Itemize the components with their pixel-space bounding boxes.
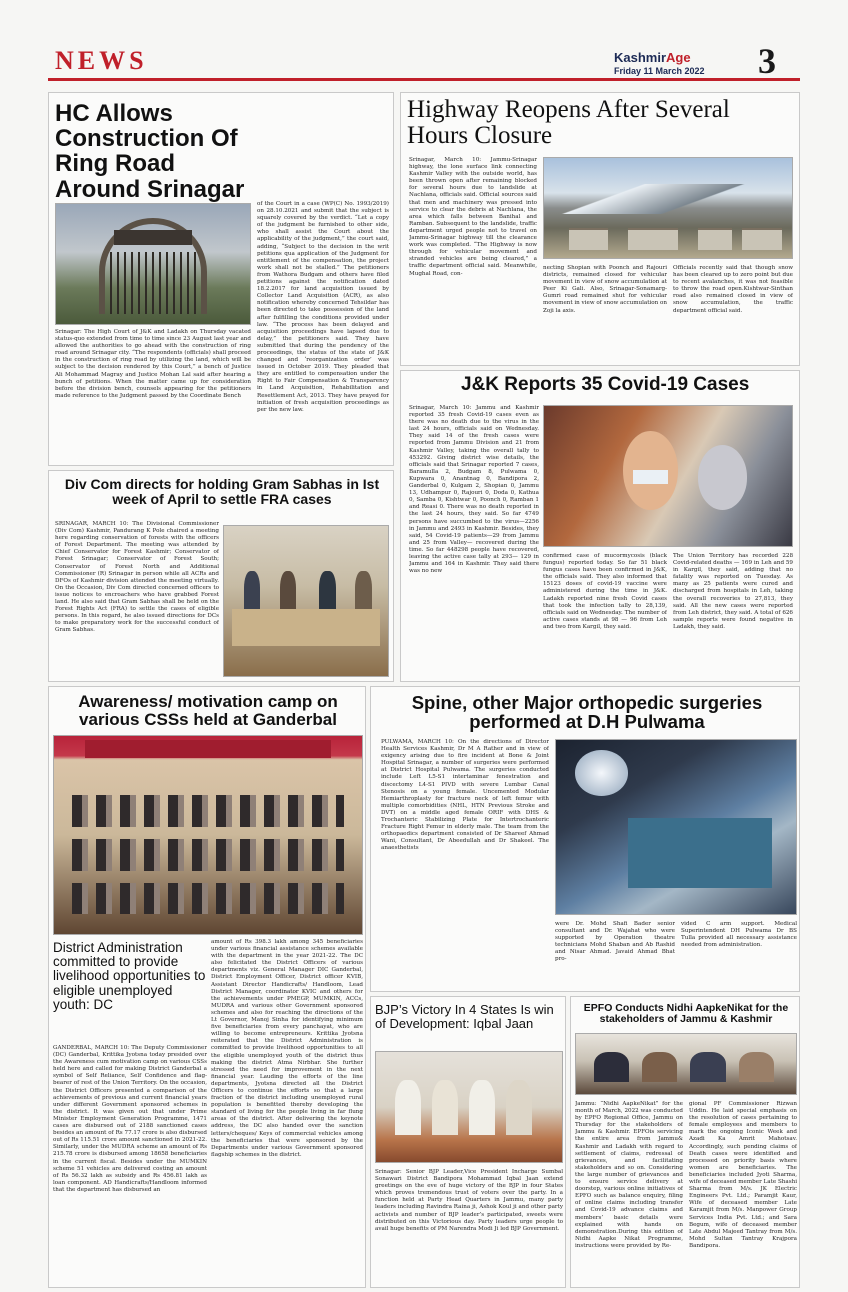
brand-accent: Age xyxy=(666,50,691,65)
subheadline: District Administration committed to provide livelihood opportunities to eligible unemployed youth: DC xyxy=(53,940,206,1012)
covid-testing-photo xyxy=(543,405,793,547)
article-col-1: Jammu: “Nidhi AapkeNikat” for the month of March, 2022 was conducted by EPFO Regional Office, Jammu on Thursday for the stakeholders of Jammu & Kashmir. EPFOis servicing the entire area from Jammu& Kashmir and Ladakh with regard to settlement of claims, redressal of grievances, and facilitating stakeholders and so on. Considering the large number of grievances and to ensure service delivery at doorstep, various online initiatives of EPFO such as balance enquiry, filing of online claims including transfer and Covid-19 advance claims and members’ basic details were explained with hands on demonstration.During this edition of Nidhi Aapke Nikat Programme, instructions were provided by Re- xyxy=(575,1101,683,1249)
article-covid xyxy=(400,370,800,682)
epfo-event-photo xyxy=(575,1033,797,1095)
awareness-camp-photo xyxy=(53,735,363,935)
article-col-1: Srinagar: The High Court of J&K and Ladakh on Thursday vacated status-quo extended from time to time since 23 August last year and allowed the authorities to go ahead with the construction of ring road around Srinagar city. “The respondents (officials) shall proceed in the construction of ring road by utilizing the land, which will be subject to the decision rendered by this Court,” a bench of Justice Ali Mohammad Magray and Justice Mohan Lal said after hearing a bunch of petitions. When the matter came up for consideration before the division bench, counsels appearing for the petitioners made reference to the Judgment passed by the Coordinate Bench xyxy=(55,329,251,399)
valley-highway-photo xyxy=(543,157,793,259)
high-court-gate-photo xyxy=(55,203,251,325)
article-col-1: GANDERBAL, MARCH 10: The Deputy Commissioner (DC) Ganderbal, Krittika Jyotsna today presided over the Awareness cum motivation camp on various CSSs held here and called for making District Ganderbal a symbol of Self Reliance, Self Confidence and flag-bearer of rest of the Union Territory. On the occasion, the District Officers presented a comparison of the achievements of previous and current financial years under different Government sponsored schemes in the district. It was given out that under Prime Minister Employment Generation Programme, 1471 cases are disbursed out of 2188 sanctioned cases besides an amount of Rs 77.17 crore is also disbursed out of Rs 115.51 crore amount sanctioned in 2021-22. Similarly, under the MUDRA scheme an amount of Rs 215.78 crore is disbursed among 18658 beneficiaries in the current fiscal. Besides under the MUMKIN scheme 51 vehicles are delivered costing an amount of Rs 56.32 lakh as subsidy and Rs 456.81 lakh as loan component. AD Handicrafts/Handloom informed that the department has disbursed an xyxy=(53,1045,207,1193)
headline: Spine, other Major orthopedic surgeries performed at D.H Pulwama xyxy=(411,692,763,733)
page-number: 3 xyxy=(758,41,776,81)
newspaper-brand xyxy=(614,50,691,65)
article-gram-sabha xyxy=(48,470,394,682)
article-col-1: Srinagar: Senior BJP Leader,Vice President Incharge Sumbal Sonawari District Bandipora Mohammad Iqbal Jaan extend greetings on the eve of huge victory of the BJP in four States which proves tremendous trust of voters over the party. In a function held at Party Head Quarters in Jammu, many party leaders including Ravindra Raina ji, Ashok Koul ji and other party activists and number of BJP leader’s participated, sweets were distributed on this Victorious day. Party leaders urge people to avail huge benefits of PM Narendra Modi Ji led BJP Government. xyxy=(375,1169,563,1232)
bjp-leaders-photo xyxy=(375,1051,563,1163)
headline: Div Com directs for holding Gram Sabhas in Ist week of April to settle FRA cases xyxy=(64,476,380,507)
article-col-1: SRINAGAR, MARCH 10: The Divisional Commissioner (Div Com) Kashmir, Pandurang K Pole chaired a meeting here regarding conservation of forests with the officers of Forest Department. The meeting was attended by Chief Conservator for Forest Kashmir; Conservator of Forest Srinagar; Conservator of Forest South; Conservator of Forest North and Additional Commissioner (R) Srinagar in person while all ACRs and DFOs of Kashmir division attended the meeting virtually. On the Occasion, Div Com directed concerned officers to issue notices to encroachers who have grabbed Forest land. He also said that Gram Sabhas shall be held on the Forest Rights Act (FRA) to settle the cases of eligible persons. In this regard, he also issued directions for DCs to make preparatory work for the successful conduct of Gram Sabhas. xyxy=(55,521,219,634)
article-col-3: vided C arm support. Medical Superintendent DH Pulwama Dr BS Tulla provided all necessary assistance needed from administration. xyxy=(681,921,797,949)
article-awareness-camp xyxy=(48,686,366,1288)
article-col-2: confirmed case of mucormycosis (black fungus) reported today. So far 51 black fungus cases have been confirmed in J&K, the officials said. They also informed that 15123 doses of covid-19 vaccine were administered during the time in J&K. Ladakh reported nine fresh Covid cases that took the infection tally to 28,139, officials said on Wednesday. The number of active cases stands at 98 — 96 from Leh and two from Kargil, they said. xyxy=(543,553,667,630)
brand-main: Kashmir xyxy=(614,50,667,65)
headline: Highway Reopens After Several Hours Closure xyxy=(407,96,730,150)
article-col-2: gional PF Commissioner Rizwan Uddin. He laid special emphasis on the resolution of cases pertaining to female employees and members to mark the ongoing Iconic Week and Azadi Ka Amrit Mahotsav. Accordingly, such pending claims of Death cases were identified and processed on priority basis where women are beneficiaries. The beneficiaries included Jyoti Sharma, wife of deceased member Late Shashi Sharma from M/s. JK Electric Engineers Pvt. Ltd.; Paramjit Kaur, Wife of deceased member Late Karamjit from M/s. Manpower Group Services India Pvt. Ltd.; and Sara Begum, wife of deceased member Late Abdul Majeed Tantray from M/s. Mohd Sultan Tantray Krajpora Bandipora. xyxy=(689,1101,797,1249)
headline: Awareness/ motivation camp on various CSSs held at Ganderbal xyxy=(78,692,338,729)
headline: HC Allows Construction Of Ring Road Around Srinagar xyxy=(55,100,245,203)
article-spine-surgery xyxy=(370,686,800,992)
headline: J&K Reports 35 Covid-19 Cases xyxy=(461,374,750,395)
masthead-rule xyxy=(48,78,800,81)
article-col-2: of the Court in a case (WP(C) No. 1993/2019) on 28.10.2021 and submit that the subject is squarely covered by the verdict. “Let a copy of the judgment be furnished to other side, who shall assist the Court about the applicability of the judgment,” the court said, adding, “Subject to the decision in the writ petitions qua application of the Judgment for entitlement of the compensation, the project work shall not be stalled.” The petitioners from Wathora Budgam and others have filed petitions against the notification dated 18.2.2017 for land acquisition issued by Collector Land Acquisition (ACR), as also notification whereby concerned Tehsildar has been directed to take possession of the land after fulfilling the conditions provided under law. “The process has been delayed and acquisition proceedings have lapsed due to delay,” the petitioners said. They have submitted that during the pendency of the proceedings, the status of the state of J&K changed and ‘reorganization order’ was issued in October 2019. They pleaded that they are entitled to compensation under the Right to Fair Compensation & Transparency in Land Acquisition, Rehabilitation and Resettlement Act, 2013. They have prayed for initiation of fresh acquisition proceedings as per the new law. xyxy=(257,201,389,413)
article-col-2: amount of Rs 398.3 lakh among 345 beneficiaries under various financial assistance schemes available with the department in the year 2021-22. The DC also felicitated the District Officers of various departments viz. General Manager DIC Ganderbal, District Employment Officer, District officer KVIB, Assistant Director Handicrafts/ Handloom, Lead District Manager, coordinator KVIC and others for the achievements under PMEGP, MUMKIN, ACCs, MUDRA and various other Government sponsored schemes and also for reaching the directions of the Lt Governor, Manoj Sinha for identifying minimum five beneficiaries from every panchayat, who are willing to become entrepreneurs. Krittika Jyotsna reiterated that the District Administration is committed to provide livelihood opportunities to all the eligible unemployed youth of the district thus making the district Atma Nirbhar. She further stressed the need for improvement in the next financial year. Lauding the efforts of the line departments, Jyotsna directed all the District Officers to continue the efforts so that a large fraction of the district including unemployed rural population is benefitted thereby developing the standard of living for the people living in far flung areas of the district. After delivering the keynote address, the DC also handed over the sanction letters/cheques/ Keys of commercial vehicles among the beneficiaries that were sponsored by the Departments under various Government sponsored flagship schemes in the district. xyxy=(211,939,363,1158)
article-ring-road xyxy=(48,92,394,466)
article-col-3: Officials recently said that though snow has been cleared up to zero point but due to recent avalanches, it was not feasible to throw the road open.Kishtwar-Sinthan road also remained closed in view of snow accumulation, the traffic department official said. xyxy=(673,265,793,314)
article-col-2: necting Shopian with Poonch and Rajouri districts, remained closed for vehicular movement in view of snow accumulation at Peer Ki Gali. Also, Srinagar-Sonamarg-Gumri road remained shut for vehicular movement in view of snow accumulation on Zoji la axis. xyxy=(543,265,667,314)
divcom-meeting-photo xyxy=(223,525,389,677)
article-col-1: Srinagar, March 10: Jammu and Kashmir reported 35 fresh Covid-19 cases even as there was no death due to the virus in the last 24 hours, officials said on Wednesday. They said 14 of the fresh cases were reported from Jammu Division and 21 from Kashmir Valley, taking the overall tally to 453292. Giving district wise details, the officials said that Srinagar reported 7 cases, Baramulla 2, Budgam 8, Pulwama 0, Kupwara 0, Anantnag 0, Bandipora 2, Ganderbal 0, Kulgam 2, Shopian 0, Jammu 13, Udhampur 0, Rajouri 0, Doda 0, Kathua 0, Samba 0, Kishtwar 0, Poonch 0, Ramban 1 and Reasi 0. There was no death reported in the last 24 hours, they said. So far 4749 persons have succumbed to the virus—2256 in Jammu and 2493 in Kashmir. Besides, they said, 54 Covid-19 patients—29 from Jammu and 25 from Valley— recovered during the time. So far 448298 people have recovered, leaving the active case tally at 293— 129 in Jammu and 164 in Kashmir. They said there was no new xyxy=(409,405,539,575)
article-highway xyxy=(400,92,800,366)
article-col-1: PULWAMA, MARCH 10: On the directions of Director Health Services Kashmir, Dr M A Rather and in view of exigency arising due to fire incident at Bone & Joint Hospital Srinagar, a number of surgeries were performed at District Hospital Pulwama. The surgeries conducted include Left L5-S1 intertaminar fenestration and discectomy L4-S1 PIVD with severe Lumbar Canal Stenosis on a young female. Uncemented Modular Hemiarthroplasty for fracture neck of left femur with multiple comorbidities (NHL, HTN Previous Stroke and DVT) on a middle aged female ORIF with DHS & Trochanteric Stabilizing Plate for Intertrochanteric Fracture Right Femur in elderly male. The team from the orthopaedics department consisted of Dr Shareef Ahmad Wani, Consultant, Dr Abeedullah and Dr Shakeel. The anaesthetists xyxy=(381,739,549,852)
article-col-1: Srinagar, March 10: Jammu-Srinagar highway, the lone surface link connecting Kashmir Valley with the outside world, has been thrown open after remaining blocked for several hours due to landslide at Nachlana, officials said. Official sources said that men and machinery was pressed into service to clear the debris at Nachlana, the area which falls between Banihal and Ramban. Subsequent to the landslide, traffic department urged people not to travel on Jammu-Srinagar highway till the clearance work was completed. “The Highway is now through for vehicular movement and stranded vehicles are being cleared,” a traffic department official said. Meanwhile, Mughal Road, con- xyxy=(409,157,537,277)
surgery-theatre-photo xyxy=(555,739,797,915)
section-title: NEWS xyxy=(55,46,148,75)
headline: BJP’s Victory In 4 States Is win of Development: Iqbal Jaan xyxy=(375,1002,554,1031)
article-epfo xyxy=(570,996,800,1288)
article-bjp-victory xyxy=(370,996,566,1288)
article-col-2: were Dr. Mohd Shafi Bader senior consultant and Dr. Wajahat who were supported by Operation theatre technicians Mohd Shaban and Ab Rashid and Nisar Ahmad. Javaid Ahmad Bhat pro- xyxy=(555,921,675,963)
article-col-3: The Union Territory has recorded 228 Covid-related deaths — 169 in Leh and 59 in Kargil, they said, adding that no fatality was reported on Tuesday. As many as 25 patients were cured and discharged from hospitals in Leh, taking the overall recoveries to 27,813, they said. All the new cases were reported from Leh district, they said. A total of 626 sample reports were found negative in Ladakh, they said. xyxy=(673,553,793,630)
issue-date: Friday 11 March 2022 xyxy=(614,66,705,76)
headline: EPFO Conducts Nidhi AapkeNikat for the stakeholders of Jammu & Kashmir xyxy=(583,1002,789,1026)
